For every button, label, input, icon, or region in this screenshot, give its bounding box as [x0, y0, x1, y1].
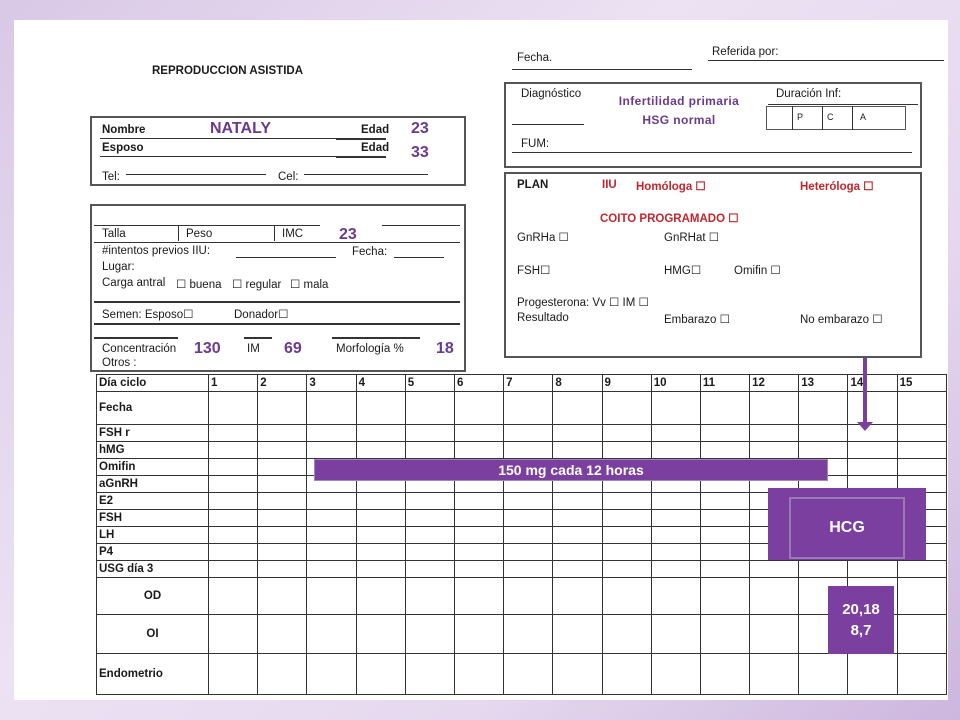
table-cell[interactable] — [651, 510, 700, 527]
concentracion-label: Concentración — [102, 343, 177, 355]
table-cell[interactable] — [799, 654, 848, 695]
table-cell[interactable] — [750, 561, 799, 578]
table-cell[interactable] — [553, 615, 602, 654]
progesterona-option[interactable]: Progesterona: Vv ☐ IM ☐ — [517, 297, 649, 309]
table-cell[interactable] — [504, 578, 553, 615]
row-label: Día ciclo — [97, 375, 209, 392]
fum-label: FUM: — [521, 138, 550, 150]
p-label: P — [797, 112, 804, 122]
table-cell[interactable] — [602, 392, 651, 425]
duracion-label: Duración Inf: — [776, 88, 842, 100]
table-cell[interactable] — [209, 561, 258, 578]
row-label: OI — [97, 615, 209, 654]
table-cell[interactable] — [504, 442, 553, 459]
fecha-iiu-label: Fecha: — [352, 246, 388, 258]
table-cell[interactable] — [454, 578, 503, 615]
gnrha-option[interactable]: GnRHa ☐ — [517, 232, 569, 244]
row-label: Endometrio — [97, 654, 209, 695]
day-header: 2 — [258, 375, 307, 392]
table-cell[interactable] — [454, 615, 503, 654]
table-cell[interactable] — [848, 392, 897, 425]
im-label: IM — [247, 343, 260, 355]
form-title: REPRODUCCION ASISTIDA — [152, 65, 303, 77]
table-cell[interactable] — [356, 544, 405, 561]
table-cell[interactable] — [651, 561, 700, 578]
fecha-label: Fecha. — [517, 52, 553, 64]
table-cell[interactable] — [307, 654, 356, 695]
iiu-label: IIU — [602, 179, 617, 191]
table-cell[interactable] — [405, 654, 454, 695]
table-cell[interactable] — [504, 544, 553, 561]
table-row — [97, 578, 947, 615]
table-cell[interactable] — [799, 442, 848, 459]
table-cell[interactable] — [504, 527, 553, 544]
table-cell[interactable] — [209, 615, 258, 654]
diagnostico-line1: Infertilidad primaria — [618, 94, 740, 108]
table-cell[interactable] — [454, 425, 503, 442]
row-label: OD — [97, 578, 209, 615]
hcg-label: HCG — [789, 497, 905, 559]
im-value: 69 — [284, 340, 302, 357]
table-cell[interactable] — [897, 561, 946, 578]
table-row — [97, 442, 947, 459]
table-cell[interactable] — [651, 527, 700, 544]
table-cell[interactable] — [307, 578, 356, 615]
table-row — [97, 425, 947, 442]
table-cell[interactable] — [504, 425, 553, 442]
table-cell[interactable] — [307, 527, 356, 544]
omifin-dose-bar: 150 mg cada 12 horas — [314, 459, 828, 481]
follicle-box — [828, 586, 894, 654]
donador-label: Donador☐ — [234, 309, 289, 321]
table-cell[interactable] — [356, 578, 405, 615]
table-cell[interactable] — [356, 561, 405, 578]
resultado-label: Resultado — [517, 312, 569, 324]
diagnostico-label: Diagnóstico — [521, 88, 582, 100]
table-cell[interactable] — [504, 561, 553, 578]
table-cell[interactable] — [553, 527, 602, 544]
day-header: 14 — [848, 375, 897, 392]
table-cell[interactable] — [258, 544, 307, 561]
table-cell[interactable] — [750, 615, 799, 654]
table-cell[interactable] — [209, 544, 258, 561]
table-cell[interactable] — [356, 425, 405, 442]
table-cell[interactable] — [700, 615, 749, 654]
table-cell[interactable] — [602, 578, 651, 615]
table-cell[interactable] — [454, 493, 503, 510]
day-header: 5 — [405, 375, 454, 392]
table-cell[interactable] — [405, 442, 454, 459]
table-cell[interactable] — [553, 561, 602, 578]
table-cell[interactable] — [258, 459, 307, 476]
table-cell[interactable] — [258, 510, 307, 527]
table-cell[interactable] — [651, 544, 700, 561]
table-cell[interactable] — [700, 578, 749, 615]
table-cell[interactable] — [651, 493, 700, 510]
table-cell[interactable] — [307, 561, 356, 578]
gnrhat-option[interactable]: GnRHat ☐ — [664, 232, 720, 244]
table-cell[interactable] — [454, 544, 503, 561]
day-header: 3 — [307, 375, 356, 392]
form-sheet — [14, 20, 948, 700]
table-cell[interactable] — [700, 493, 749, 510]
table-row — [97, 654, 947, 695]
table-cell[interactable] — [848, 561, 897, 578]
table-cell[interactable] — [602, 425, 651, 442]
row-label: USG día 3 — [97, 561, 209, 578]
row-label: LH — [97, 527, 209, 544]
table-cell[interactable] — [504, 392, 553, 425]
table-cell[interactable] — [209, 510, 258, 527]
table-cell[interactable] — [258, 615, 307, 654]
row-label: FSH r — [97, 425, 209, 442]
table-cell[interactable] — [750, 578, 799, 615]
nombre-value: NATALY — [210, 120, 272, 137]
table-cell[interactable] — [356, 510, 405, 527]
table-cell[interactable] — [405, 425, 454, 442]
table-cell[interactable] — [258, 527, 307, 544]
concentracion-value: 130 — [194, 340, 221, 357]
table-cell[interactable] — [405, 561, 454, 578]
carga-mala[interactable]: ☐ mala — [290, 279, 329, 291]
edad-esposo-value: 33 — [411, 144, 429, 161]
table-cell[interactable] — [553, 493, 602, 510]
fsh-option[interactable]: FSH☐ — [517, 265, 551, 277]
table-cell[interactable] — [307, 392, 356, 425]
arrow-down-icon — [857, 422, 873, 431]
no-embarazo-option[interactable]: No embarazo ☐ — [800, 314, 883, 326]
table-cell[interactable] — [356, 654, 405, 695]
table-cell[interactable] — [307, 493, 356, 510]
carga-buena[interactable]: ☐ buena — [176, 279, 222, 291]
table-cell[interactable] — [307, 510, 356, 527]
table-cell[interactable] — [602, 654, 651, 695]
table-cell[interactable] — [848, 459, 897, 476]
coito-option[interactable]: COITO PROGRAMADO ☐ — [600, 213, 739, 225]
table-cell[interactable] — [700, 510, 749, 527]
table-cell[interactable] — [454, 561, 503, 578]
table-cell[interactable] — [553, 392, 602, 425]
table-cell[interactable] — [553, 510, 602, 527]
table-cell[interactable] — [651, 654, 700, 695]
cel-label: Cel: — [278, 171, 299, 183]
imc-label: IMC — [282, 228, 304, 240]
table-cell[interactable] — [602, 544, 651, 561]
day-header: 6 — [454, 375, 503, 392]
table-cell[interactable] — [504, 510, 553, 527]
table-cell[interactable] — [799, 392, 848, 425]
edad-label: Edad — [361, 124, 390, 136]
day-header: 15 — [897, 375, 946, 392]
table-cell[interactable] — [700, 544, 749, 561]
follicle-line1: 20,18 — [842, 601, 880, 618]
table-cell[interactable] — [897, 425, 946, 442]
table-cell[interactable] — [553, 425, 602, 442]
row-label: FSH — [97, 510, 209, 527]
lugar-label: Lugar: — [102, 261, 135, 273]
table-cell[interactable] — [209, 493, 258, 510]
nombre-label: Nombre — [102, 124, 146, 136]
pca-box — [766, 106, 906, 130]
tel-label: Tel: — [102, 171, 120, 183]
table-cell[interactable] — [454, 392, 503, 425]
table-cell[interactable] — [405, 615, 454, 654]
follicle-line2: 8,7 — [850, 622, 872, 639]
table-cell[interactable] — [209, 459, 258, 476]
table-cell[interactable] — [700, 392, 749, 425]
table-cell[interactable] — [209, 425, 258, 442]
table-cell[interactable] — [258, 392, 307, 425]
table-cell[interactable] — [553, 654, 602, 695]
day-header: 13 — [799, 375, 848, 392]
edad-esposo-label: Edad — [361, 142, 390, 154]
table-cell[interactable] — [897, 442, 946, 459]
esposo-label: Esposo — [102, 142, 144, 154]
hcg-box — [768, 488, 926, 560]
table-cell[interactable] — [504, 654, 553, 695]
table-cell[interactable] — [405, 578, 454, 615]
morfologia-value: 18 — [436, 340, 454, 357]
plan-label: PLAN — [517, 179, 549, 191]
table-cell[interactable] — [454, 654, 503, 695]
table-cell[interactable] — [651, 442, 700, 459]
table-cell[interactable] — [454, 527, 503, 544]
table-cell[interactable] — [602, 510, 651, 527]
table-row — [97, 561, 947, 578]
table-cell[interactable] — [209, 527, 258, 544]
table-cell[interactable] — [209, 476, 258, 493]
table-cell[interactable] — [258, 442, 307, 459]
day-header: 11 — [700, 375, 749, 392]
table-cell[interactable] — [897, 459, 946, 476]
table-cell[interactable] — [700, 425, 749, 442]
hmg-option[interactable]: HMG☐ — [664, 265, 702, 277]
table-cell[interactable] — [553, 544, 602, 561]
table-cell[interactable] — [307, 615, 356, 654]
table-cell[interactable] — [405, 392, 454, 425]
table-cell[interactable] — [897, 615, 946, 654]
day-header: 8 — [553, 375, 602, 392]
table-cell[interactable] — [750, 654, 799, 695]
table-cell[interactable] — [897, 654, 946, 695]
table-cell[interactable] — [651, 392, 700, 425]
table-cell[interactable] — [602, 561, 651, 578]
omifin-option[interactable]: Omifin ☐ — [734, 265, 781, 277]
day-header: 9 — [602, 375, 651, 392]
heterologa-option[interactable]: Heteróloga ☐ — [800, 181, 874, 193]
carga-label: Carga antral — [102, 277, 166, 289]
homologa-option[interactable]: Homóloga ☐ — [636, 181, 706, 193]
table-cell[interactable] — [553, 442, 602, 459]
carga-regular[interactable]: ☐ regular — [232, 279, 282, 291]
table-cell[interactable] — [897, 392, 946, 425]
table-cell[interactable] — [209, 578, 258, 615]
row-label: P4 — [97, 544, 209, 561]
table-cell[interactable] — [258, 493, 307, 510]
peso-label: Peso — [186, 228, 213, 240]
otros-label: Otros : — [102, 357, 137, 369]
table-cell[interactable] — [356, 527, 405, 544]
table-row — [97, 615, 947, 654]
table-cell[interactable] — [897, 578, 946, 615]
table-cell[interactable] — [504, 493, 553, 510]
table-cell[interactable] — [700, 442, 749, 459]
table-cell[interactable] — [799, 561, 848, 578]
table-cell[interactable] — [258, 578, 307, 615]
semen-label: Semen: Esposo☐ — [102, 309, 194, 321]
table-cell[interactable] — [602, 615, 651, 654]
table-cell[interactable] — [651, 615, 700, 654]
table-cell[interactable] — [750, 392, 799, 425]
table-cell[interactable] — [258, 561, 307, 578]
table-cell[interactable] — [504, 615, 553, 654]
table-cell[interactable] — [258, 476, 307, 493]
row-label: hMG — [97, 442, 209, 459]
table-cell[interactable] — [209, 392, 258, 425]
table-cell[interactable] — [602, 493, 651, 510]
arrow-shaft — [863, 358, 867, 426]
table-cell[interactable] — [454, 510, 503, 527]
table-cell[interactable] — [356, 442, 405, 459]
table-cell[interactable] — [602, 442, 651, 459]
table-cell[interactable] — [209, 442, 258, 459]
table-cell[interactable] — [307, 425, 356, 442]
table-cell[interactable] — [405, 527, 454, 544]
row-label: Fecha — [97, 392, 209, 425]
table-row — [97, 392, 947, 425]
table-cell[interactable] — [848, 442, 897, 459]
table-cell[interactable] — [307, 442, 356, 459]
referida-label: Referida por: — [712, 46, 779, 58]
table-cell[interactable] — [700, 561, 749, 578]
table-cell[interactable] — [356, 392, 405, 425]
plan-box — [504, 172, 922, 358]
day-header: 12 — [750, 375, 799, 392]
table-cell[interactable] — [356, 493, 405, 510]
imc-value: 23 — [339, 226, 357, 243]
table-cell[interactable] — [651, 425, 700, 442]
a-label: A — [860, 112, 867, 122]
row-label: Omifin — [97, 459, 209, 476]
day-header: 4 — [356, 375, 405, 392]
table-cell[interactable] — [356, 615, 405, 654]
diagnostico-line2: HSG normal — [642, 113, 716, 127]
row-label: E2 — [97, 493, 209, 510]
table-row — [97, 375, 947, 392]
row-label: aGnRH — [97, 476, 209, 493]
table-cell[interactable] — [258, 425, 307, 442]
table-cell[interactable] — [700, 654, 749, 695]
table-cell[interactable] — [700, 527, 749, 544]
table-cell[interactable] — [848, 654, 897, 695]
talla-label: Talla — [102, 228, 126, 240]
table-cell[interactable] — [405, 544, 454, 561]
table-cell[interactable] — [553, 578, 602, 615]
morfologia-label: Morfología % — [336, 343, 404, 355]
table-cell[interactable] — [454, 442, 503, 459]
table-cell[interactable] — [750, 442, 799, 459]
table-cell[interactable] — [209, 654, 258, 695]
edad-value: 23 — [411, 120, 429, 137]
day-header: 7 — [504, 375, 553, 392]
table-cell[interactable] — [750, 425, 799, 442]
table-cell[interactable] — [602, 527, 651, 544]
table-cell[interactable] — [651, 578, 700, 615]
day-header: 1 — [209, 375, 258, 392]
c-label: C — [827, 112, 834, 122]
table-cell[interactable] — [405, 510, 454, 527]
table-cell[interactable] — [799, 425, 848, 442]
embarazo-option[interactable]: Embarazo ☐ — [664, 314, 730, 326]
day-header: 10 — [651, 375, 700, 392]
table-cell[interactable] — [258, 654, 307, 695]
table-cell[interactable] — [307, 544, 356, 561]
intentos-label: #intentos previos IIU: — [102, 245, 211, 257]
table-cell[interactable] — [405, 493, 454, 510]
